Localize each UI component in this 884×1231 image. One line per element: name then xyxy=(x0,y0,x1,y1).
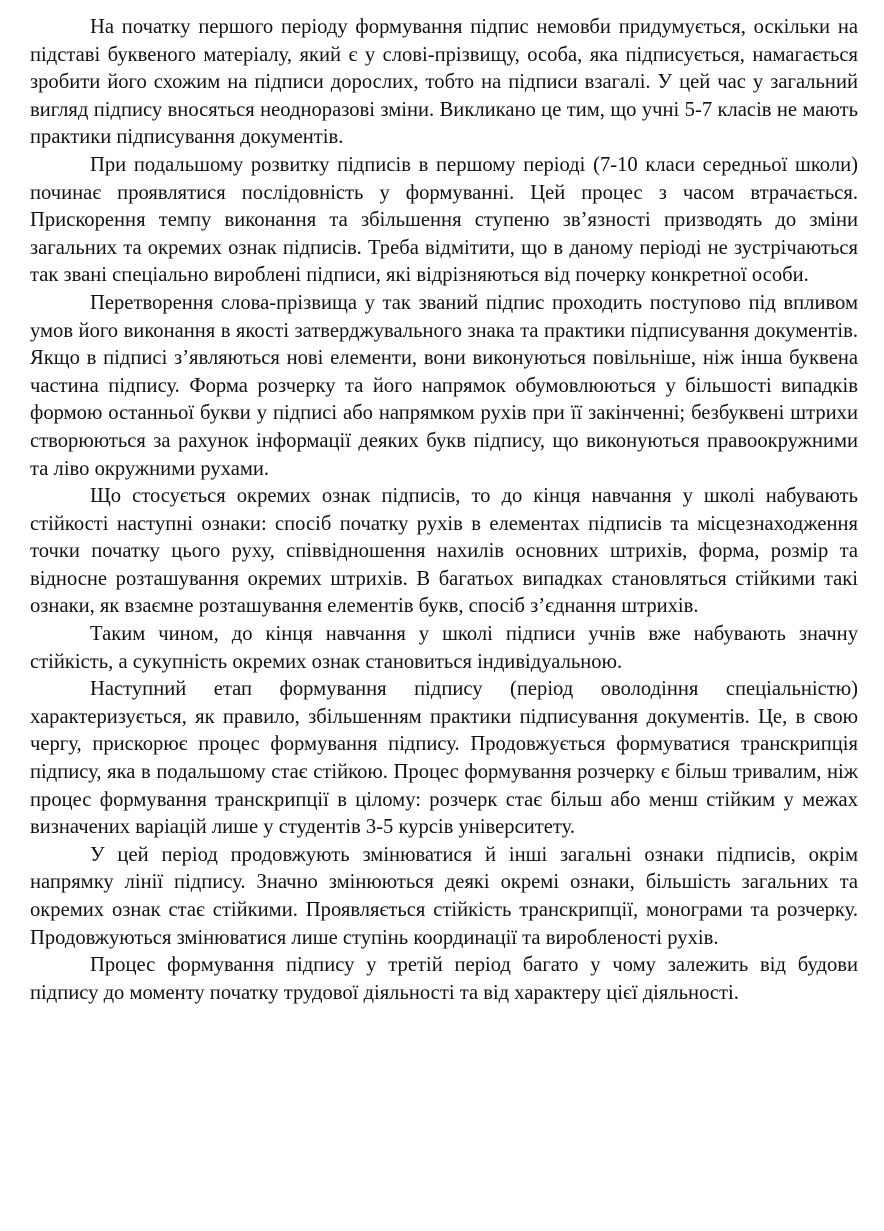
paragraph-2: При подальшому розвитку підписів в першому періоді (7-10 класи середньої школи) починає проявлятися послідовність у формуванні. Цей процес з часом втрачається. Прискорення темпу виконання та збільшення ступеню зв’язності призводять до зміни загальних та окремих ознак підписів. Треба відмітити, що в даному періоді не зустрічаються так звані спеціально вироблені підписи, які відрізняються від почерку конкретної особи. xyxy=(30,153,858,287)
paragraph-6: Наступний етап формування підпису (період оволодіння спеціальністю) характеризується, як правило, збільшенням практики підписування документів. Це, в свою чергу, прискорює процес формування підпису. Продовжується формуватися транскрипція підпису, яка в подальшому стає стійкою. Процес формування розчерку є більш тривалим, ніж процес формування транскрипції в цілому: розчерк стає більш або менш стійким у межах визначених варіацій лише у студентів 3-5 курсів університету. xyxy=(30,678,858,839)
paragraph-4: Що стосується окремих ознак підписів, то до кінця навчання у школі набувають стійкості наступні ознаки: спосіб початку рухів в елементах підписів та місцезнаходження точки початку цього руху, співвідношення нахилів основних штрихів, форма, розмір та відносне розташування окремих штрихів. В багатьох випадках становляться стійкими такі ознаки, як взаємне розташування елементів букв, спосіб з’єднання штрихів. xyxy=(30,485,858,618)
paragraph-3: Перетворення слова-прізвища у так званий підпис проходить поступово під впливом умов його виконання в якості затверджувального знака та практики підписування документів. Якщо в підписі з’являються нові елементи, вони виконуються повільніше, ніж інша буквена частина підпису. Форма розчерку та його напрямок обумовлюються у більшості випадків формою останньої букви у підписі або напрямком рухів при її закінченні; безбуквені штрихи створюються за рахунок інформації деяких букв підпису, що виконуються правоокружними та ліво окружними рухами. xyxy=(30,291,858,480)
paragraph-8: Процес формування підпису у третій період багато у чому залежить від будови підпису до моменту початку трудової діяльності та від характеру цієї діяльності. xyxy=(30,954,858,1004)
paragraph-5: Таким чином, до кінця навчання у школі підписи учнів вже набувають значну стійкість, а сукупність окремих ознак становиться індивідуальною. xyxy=(30,623,858,673)
paragraph-1: На початку першого періоду формування підпис немовби придумується, оскільки на підставі буквеного матеріалу, який є у слові-прізвищу, особа, яка підписується, намагається зробити його схожим на підписи дорослих, тобто на підписи взагалі. У цей час у загальний вигляд підпису вносяться неодноразові зміни. Викликано це тим, що учні 5-7 класів не мають практики підписування документів. xyxy=(30,16,858,149)
paragraph-7: У цей період продовжують змінюватися й інші загальні ознаки підписів, окрім напрямку лінії підпису. Значно змінюються деякі окремі ознаки, більшість загальних та окремих ознак стає стійкими. Проявляється стійкість транскрипції, монограми та розчерку. Продовжуються змінюватися лише ступінь координації та виробленості рухів. xyxy=(30,843,858,949)
